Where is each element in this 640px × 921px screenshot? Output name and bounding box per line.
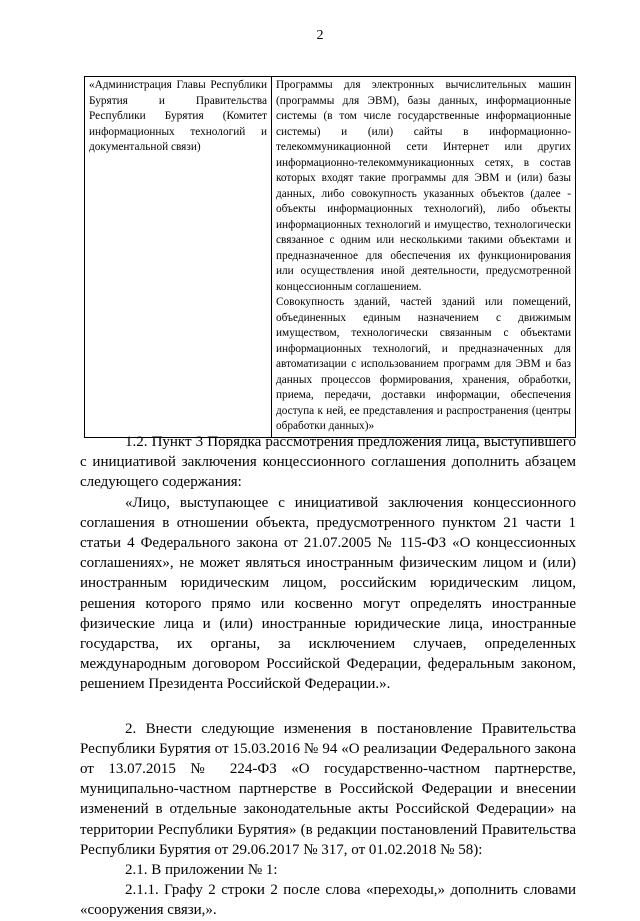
document-body bbox=[80, 432, 576, 921]
concession-objects-table bbox=[84, 76, 576, 438]
objects-text-2: Совокупность зданий, частей зданий или помещений, объединенных единым назначением с движимым имуществом, технологически связанным с объектами информационных технологий, и предназначенных для автоматизации с использованием программ для ЭВМ и баз данных процессов формирования, хранения, обработки, приема, передачи, доставки информации, обеспечения доступа к ней, ее представления и распространения (центры обработки данных)» bbox=[276, 296, 571, 432]
paragraph-gap bbox=[80, 695, 576, 719]
paragraph-2-1-1: 2.1.1. Графу 2 строки 2 после слова «переходы,» дополнить словами «сооружения связи,». bbox=[80, 882, 576, 919]
paragraph-1-2: 1.2. Пункт 3 Порядка рассмотрения предложения лица, выступившего с инициативой заключения концессионного соглашения дополнить абзацем следующего содержания: bbox=[80, 434, 576, 491]
paragraph-quoted-amendment: «Лицо, выступающее с инициативой заключения концессионного соглашения в отношении объекта, предусмотренного пунктом 21 части 1 статьи 4 Федерального закона от 21.07.2005 № 115-ФЗ «О концессионных соглашениях», не может являться иностранным физическим лицом и (или) иностранным юридическим лицом, российским юридическим лицом, решения которого прямо или косвенно могут определять иностранные физические лица и (или) иностранные юридические лица, иностранные государства, их органы, за исключением случаев, определенных международным договором Российской Федерации, федеральным законом, решением Президента Российской Федерации.». bbox=[80, 494, 576, 693]
table-row bbox=[85, 77, 576, 438]
objects-cell bbox=[272, 77, 576, 438]
owner-text: «Администрация Главы Республики Бурятия и Правительства Республики Бурятия (Комитет информационных технологий и документальной связи) bbox=[89, 79, 267, 153]
paragraph-2: 2. Внести следующие изменения в постановление Правительства Республики Бурятия от 15.03.2016 № 94 «О реализации Федерального закона от 13.07.2015 № 224-ФЗ «О государственно-частном партнерстве, муниципально-частном партнерстве в Российской Федерации и внесении изменений в отдельные законодательные акты Российской Федерации» на территории Республики Бурятия» (в редакции постановлений Правительства Республики Бурятия от 29.06.2017 № 317, от 01.02.2018 № 58): bbox=[80, 720, 576, 858]
paragraph-2-1: 2.1. В приложении № 1: bbox=[125, 862, 278, 879]
page-number: 2 bbox=[316, 28, 324, 43]
owner-cell bbox=[85, 77, 272, 438]
objects-text-1: Программы для электронных вычислительных машин (программы для ЭВМ), базы данных, информационные системы (в том числе государственные информационные системы) и (или) сайты в информационно-телекоммуникационной сети Интернет или других информационно-телекоммуникационных сетях, в состав которых входят такие программы для ЭВМ и (или) базы данных, либо совокупность указанных объектов (далее - объекты информационных технологий), либо объекты информационных технологий и имущество, технологически связанное с одним или несколькими такими объектами и предназначенное для обеспечения их функционирования или осуществления иной деятельности, предусмотренной концессионным соглашением. bbox=[276, 79, 571, 293]
